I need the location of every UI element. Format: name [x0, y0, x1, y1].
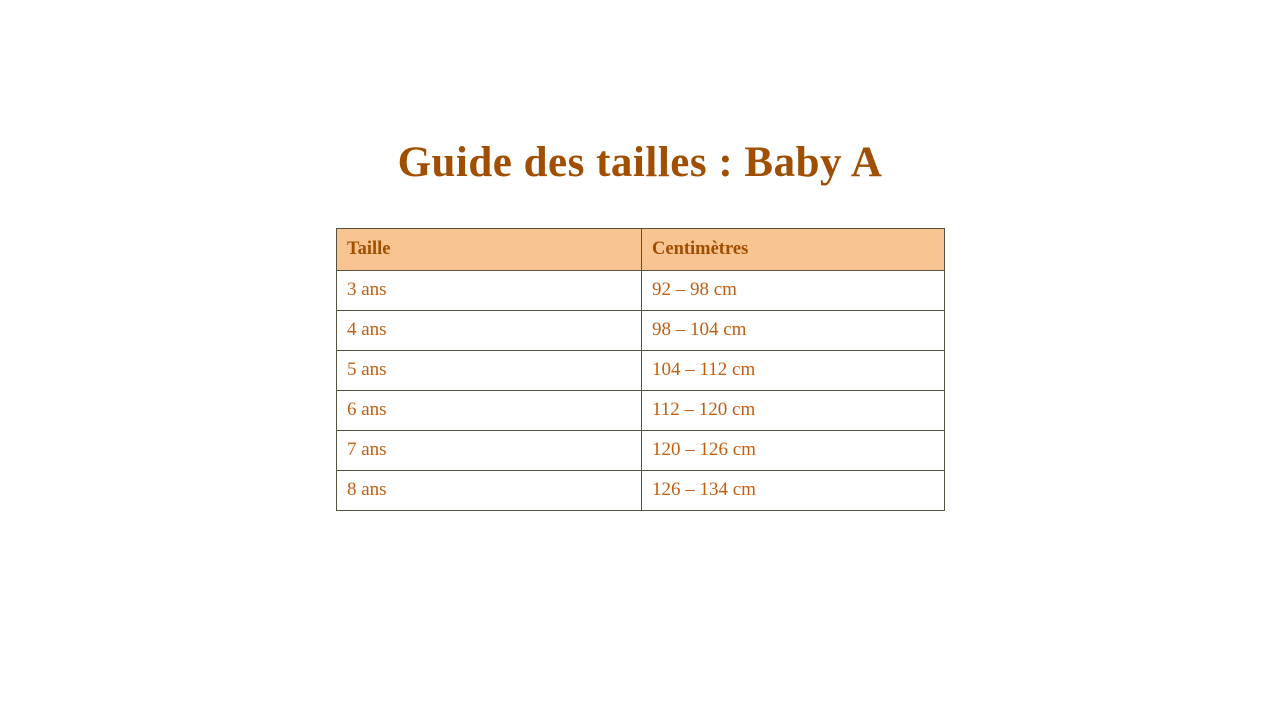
table-header [337, 229, 945, 271]
cell-centimetres: 98 – 104 cm [642, 311, 945, 351]
table-body [337, 271, 945, 511]
column-header-taille: Taille [337, 229, 642, 271]
table-row [337, 311, 945, 351]
table-row [337, 431, 945, 471]
cell-taille: 4 ans [337, 311, 642, 351]
table-row [337, 271, 945, 311]
table-row [337, 351, 945, 391]
table-header-row [337, 229, 945, 271]
cell-taille: 5 ans [337, 351, 642, 391]
table-row [337, 391, 945, 431]
cell-taille: 6 ans [337, 391, 642, 431]
table-row [337, 471, 945, 511]
cell-centimetres: 126 – 134 cm [642, 471, 945, 511]
page-title: Guide des tailles : Baby A [397, 139, 883, 186]
cell-centimetres: 92 – 98 cm [642, 271, 945, 311]
cell-centimetres: 120 – 126 cm [642, 431, 945, 471]
cell-centimetres: 104 – 112 cm [642, 351, 945, 391]
size-guide-table [336, 228, 945, 511]
cell-taille: 7 ans [337, 431, 642, 471]
cell-centimetres: 112 – 120 cm [642, 391, 945, 431]
column-header-centimetres: Centimètres [642, 229, 945, 271]
cell-taille: 3 ans [337, 271, 642, 311]
cell-taille: 8 ans [337, 471, 642, 511]
size-guide-table-container [336, 228, 944, 511]
